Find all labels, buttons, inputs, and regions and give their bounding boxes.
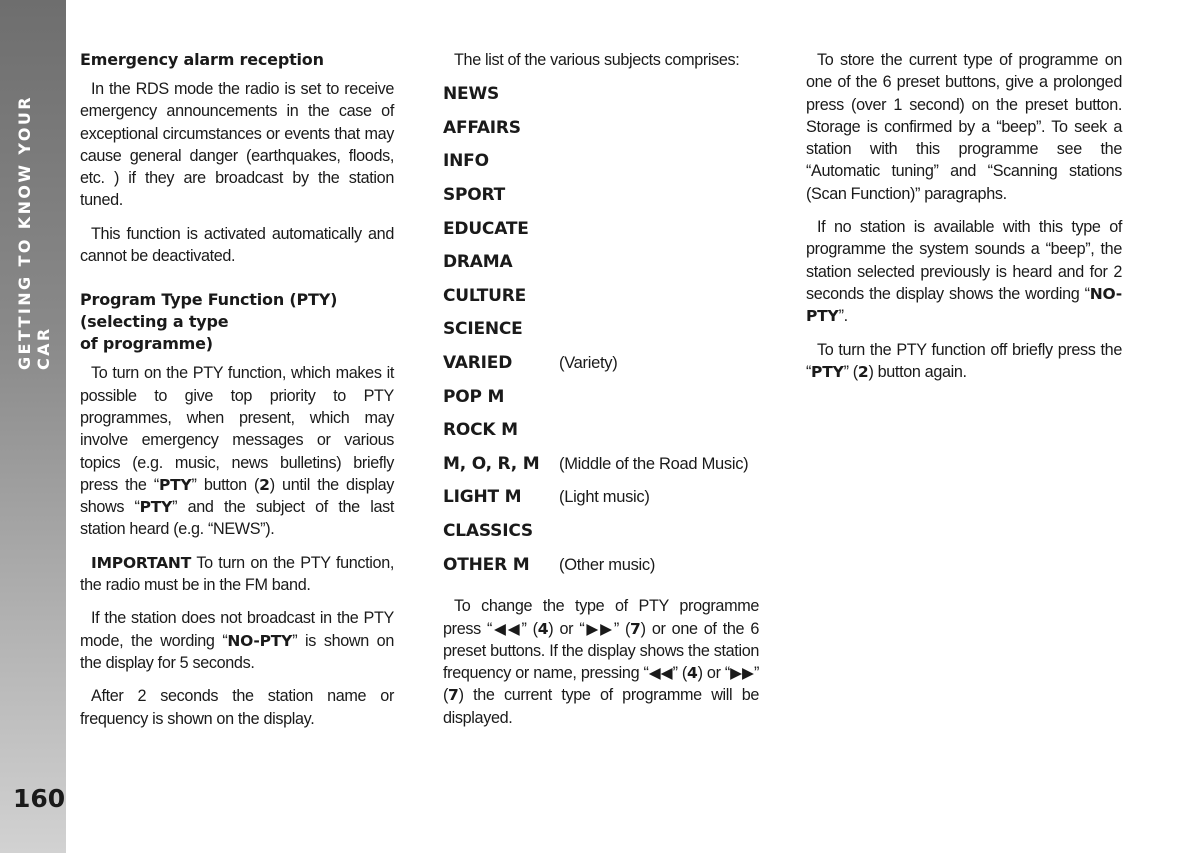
list-item [443, 386, 759, 420]
text-bold: 4 [537, 619, 549, 638]
list-item [443, 486, 759, 520]
page-number: 160 [13, 784, 66, 813]
text-bold: 7 [448, 686, 459, 705]
subject-desc: (Variety) [559, 354, 618, 373]
subject-desc: (Middle of the Road Music) [559, 454, 749, 473]
text: To change the type of PTY programme press “ [443, 597, 759, 638]
subject-code: AFFAIRS [443, 117, 521, 138]
column-middle [443, 49, 759, 740]
text-bold: PTY [811, 362, 844, 381]
section-sidebar [0, 0, 66, 853]
subject-desc: (Other music) [559, 555, 656, 574]
list-item [443, 184, 759, 218]
paragraph [80, 607, 394, 674]
text: ) until the display shows “ [80, 475, 394, 517]
text-bold: 7 [630, 619, 641, 638]
heading-line: of programme) [80, 334, 213, 354]
column-left [80, 49, 394, 741]
section-title: GETTING TO KNOW YOUR CAR [15, 95, 53, 370]
list-item [443, 419, 759, 453]
subject-list [443, 83, 759, 587]
subject-code: CLASSICS [443, 521, 533, 542]
text: ” is shown on the display for 5 seconds. [80, 631, 394, 672]
text-bold: PTY [158, 475, 192, 494]
list-item [443, 150, 759, 184]
text: ) the current type of programme will be displayed. [443, 686, 759, 727]
text: To turn on the PTY function, the radio must be in the FM band. [80, 553, 394, 595]
important-label: IMPORTANT [91, 553, 192, 572]
text: To turn the PTY function off briefly press the “ [806, 340, 1122, 381]
text: ” ( [521, 619, 538, 638]
paragraph: This function is activated automatically and cannot be deactivated. [80, 224, 394, 266]
paragraph [806, 339, 1122, 384]
text-bold: 2 [259, 475, 270, 494]
paragraph: To store the current type of programme on one of the 6 preset buttons, give a prolonged press (over 1 second) on the preset button. Storage is confirmed by a “beep”. To seek a station with this programme see the “Automatic tuning” and “Scanning stations (Scan Function)” paragraphs. [806, 51, 1122, 203]
subject-code: EDUCATE [443, 218, 529, 239]
subject-code: POP M [443, 386, 505, 407]
subject-code: NEWS [443, 84, 500, 105]
heading-line: (selecting a type [80, 312, 229, 332]
text: If no station is available with this type of programme the system sounds a “beep”, the station selected previously is heard and for 2 seconds the display shows the wording “ [806, 218, 1122, 303]
column-right [806, 49, 1122, 394]
list-item [443, 453, 759, 487]
text: ” button ( [191, 475, 260, 494]
text: ) or “ [697, 664, 730, 683]
subject-desc: (Light music) [559, 488, 650, 507]
subject-code: LIGHT M [443, 487, 522, 508]
text-bold: NO-PTY [227, 631, 293, 650]
paragraph [443, 595, 759, 729]
text: ” ( [672, 664, 687, 683]
rewind-icon: ◀◀ [648, 664, 673, 683]
text: ) button again. [868, 362, 967, 381]
text: ” ( [613, 619, 631, 638]
subject-code: CULTURE [443, 285, 527, 306]
subject-code: SPORT [443, 185, 506, 206]
heading-line: Program Type Function (PTY) [80, 290, 338, 310]
text: ”. [838, 307, 848, 326]
paragraph: After 2 seconds the station name or frequency is shown on the display. [80, 687, 394, 728]
text: If the station does not broadcast in the PTY mode, the wording “ [80, 609, 394, 650]
heading-emergency-alarm: Emergency alarm reception [80, 50, 324, 69]
list-item [443, 285, 759, 319]
list-item [443, 554, 759, 588]
paragraph: In the RDS mode the radio is set to receive emergency announcements in the case of exceptional circumstances or events that may cause general danger (earthquakes, floods, etc. ) if they are broadcast by the station tuned. [80, 80, 394, 210]
text: ” ( [843, 362, 858, 381]
subject-code: VARIED [443, 353, 513, 374]
text-bold: NO-PTY [806, 284, 1122, 326]
list-item [443, 520, 759, 554]
subject-code: DRAMA [443, 252, 513, 273]
list-item [443, 251, 759, 285]
heading-pty-function [80, 289, 394, 355]
subject-list-intro: The list of the various subjects comprises: [454, 51, 740, 69]
list-item [443, 352, 759, 386]
list-item [443, 83, 759, 117]
subject-code: INFO [443, 151, 489, 172]
text: ” and the subject of the last station heard (e.g. “NEWS”). [80, 498, 394, 539]
fast-forward-icon: ▶▶ [584, 619, 614, 638]
paragraph-important [80, 552, 394, 597]
paragraph [80, 362, 394, 540]
text: ” ( [443, 664, 759, 705]
text-bold: PTY [139, 498, 173, 517]
subject-code: OTHER M [443, 554, 530, 575]
list-item [443, 117, 759, 151]
text-bold: 4 [686, 664, 698, 683]
subject-code: ROCK M [443, 420, 518, 441]
paragraph [806, 216, 1122, 327]
rewind-icon: ◀◀ [492, 619, 522, 638]
text: To turn on the PTY function, which makes it possible to give top priority to PTY programmes, when present, which may involve emergency messages or various topics (e.g. music, news bulletins) briefly press the “ [80, 364, 394, 494]
text-bold: 2 [857, 362, 869, 381]
list-item [443, 318, 759, 352]
subject-code: SCIENCE [443, 319, 523, 340]
text: ) or “ [548, 619, 585, 638]
list-item [443, 218, 759, 252]
text: ) or one of the 6 preset buttons. If the display shows the station frequency or name, pressing “ [443, 619, 759, 683]
subject-code: M, O, R, M [443, 453, 540, 474]
fast-forward-icon: ▶▶ [729, 664, 754, 683]
